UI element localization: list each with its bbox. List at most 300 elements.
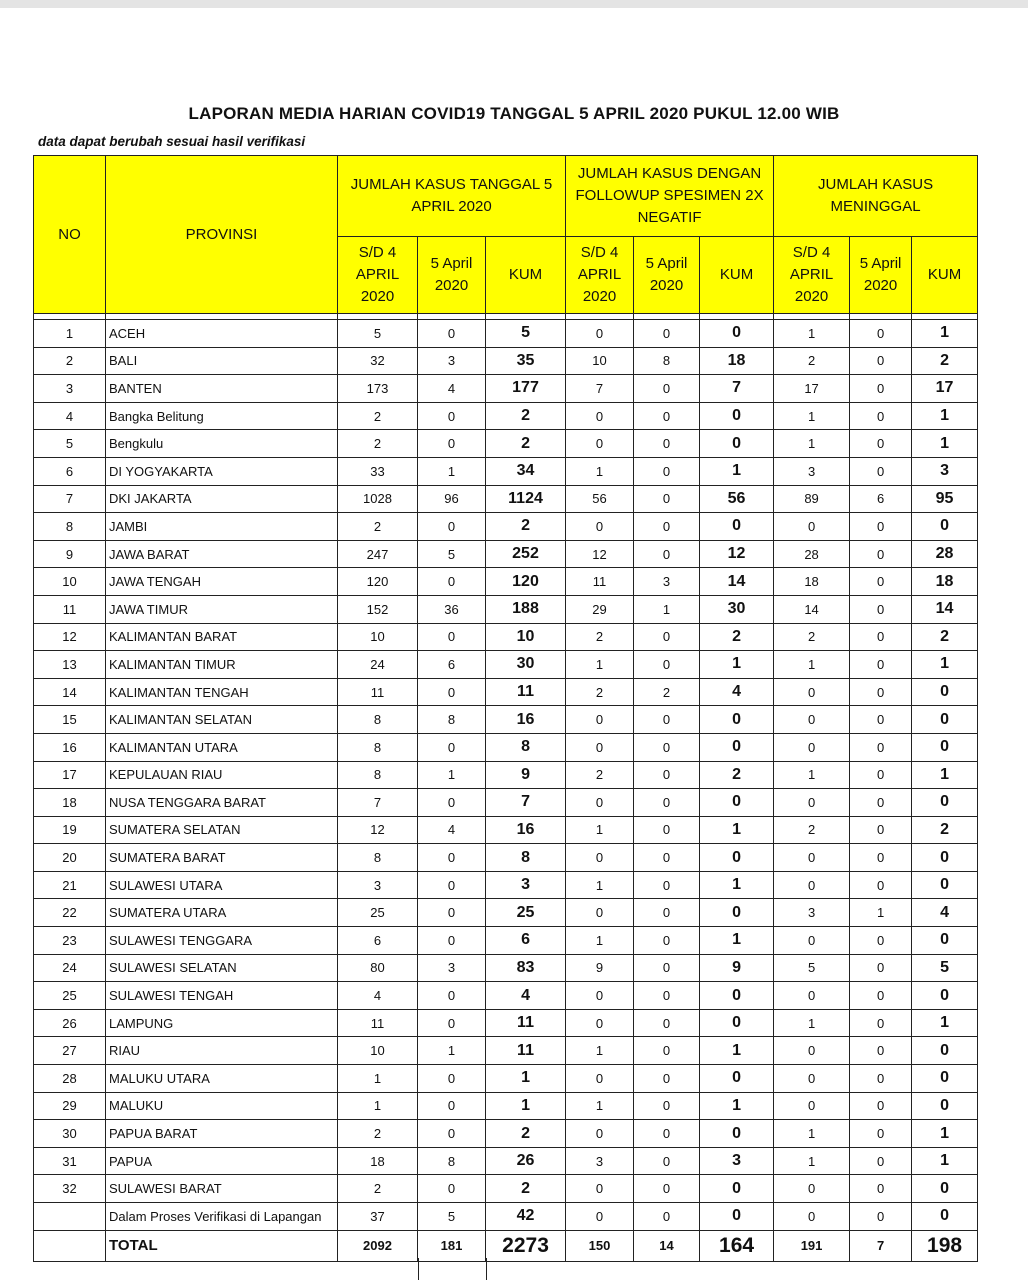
cases-sd4-cell: 3 xyxy=(338,871,418,899)
negative-sd4-cell: 0 xyxy=(566,844,634,872)
negative-kum-cell: 3 xyxy=(700,1147,774,1175)
negative-apr5-cell: 0 xyxy=(634,982,700,1010)
deaths-apr5-cell: 0 xyxy=(850,982,912,1010)
negative-apr5-cell: 8 xyxy=(634,347,700,375)
deaths-kum-cell: 3 xyxy=(912,457,978,485)
province-name-cell: JAWA TENGAH xyxy=(106,568,338,596)
cases-apr5-cell: 0 xyxy=(418,678,486,706)
negative-sd4-cell: 3 xyxy=(566,1147,634,1175)
deaths-kum-cell: 5 xyxy=(912,954,978,982)
header-group-total-cases: JUMLAH KASUS TANGGAL 5 APRIL 2020 xyxy=(338,156,566,237)
cases-apr5-cell: 1 xyxy=(418,761,486,789)
negative-sd4-cell: 1 xyxy=(566,1092,634,1120)
deaths-kum-cell: 1 xyxy=(912,320,978,348)
negative-sd4-cell: 2 xyxy=(566,761,634,789)
deaths-kum-cell: 2 xyxy=(912,816,978,844)
cases-apr5-cell: 0 xyxy=(418,623,486,651)
table-row xyxy=(34,1009,978,1037)
negative-sd4-cell: 1 xyxy=(566,927,634,955)
negative-kum-cell: 1 xyxy=(700,457,774,485)
deaths-sd4-cell: 1 xyxy=(774,761,850,789)
row-no-cell: 2 xyxy=(34,347,106,375)
deaths-sd4-cell: 3 xyxy=(774,899,850,927)
negative-apr5-cell: 0 xyxy=(634,1037,700,1065)
negative-kum-cell: 0 xyxy=(700,1203,774,1231)
cases-sd4-cell: 11 xyxy=(338,678,418,706)
row-no-cell: 30 xyxy=(34,1120,106,1148)
table-row xyxy=(34,927,978,955)
cases-sd4-cell: 173 xyxy=(338,375,418,403)
cases-kum-cell: 188 xyxy=(486,595,566,623)
province-name-cell: BALI xyxy=(106,347,338,375)
negative-sd4-cell: 0 xyxy=(566,1009,634,1037)
deaths-kum-cell: 2 xyxy=(912,347,978,375)
deaths-sd4-cell: 0 xyxy=(774,1203,850,1231)
cases-apr5-cell: 0 xyxy=(418,513,486,541)
deaths-apr5-cell: 0 xyxy=(850,1037,912,1065)
negative-apr5-cell: 0 xyxy=(634,1147,700,1175)
negative-apr5-cell: 0 xyxy=(634,402,700,430)
province-name-cell: PAPUA xyxy=(106,1147,338,1175)
deaths-kum-cell: 0 xyxy=(912,1065,978,1093)
cases-kum-cell: 16 xyxy=(486,706,566,734)
deaths-sd4-cell: 0 xyxy=(774,706,850,734)
cases-sd4-cell: 2 xyxy=(338,1120,418,1148)
cases-sd4-cell: 37 xyxy=(338,1203,418,1231)
cases-kum-cell: 35 xyxy=(486,347,566,375)
negative-kum-cell: 0 xyxy=(700,844,774,872)
table-row xyxy=(34,954,978,982)
cases-apr5-cell: 0 xyxy=(418,320,486,348)
deaths-apr5-cell: 6 xyxy=(850,485,912,513)
header-kum-deaths: KUM xyxy=(912,237,978,314)
negative-kum-cell: 0 xyxy=(700,1009,774,1037)
cases-kum-cell: 2 xyxy=(486,402,566,430)
cases-apr5-cell: 0 xyxy=(418,1120,486,1148)
total-row xyxy=(34,1230,978,1261)
cases-kum-cell: 30 xyxy=(486,651,566,679)
table-row xyxy=(34,568,978,596)
table-row xyxy=(34,375,978,403)
cases-kum-cell: 3 xyxy=(486,871,566,899)
deaths-apr5-cell: 0 xyxy=(850,595,912,623)
negative-apr5-cell: 0 xyxy=(634,899,700,927)
negative-sd4-cell: 0 xyxy=(566,982,634,1010)
negative-sd4-cell: 1 xyxy=(566,816,634,844)
province-name-cell: KALIMANTAN TENGAH xyxy=(106,678,338,706)
province-name-cell: SULAWESI SELATAN xyxy=(106,954,338,982)
cases-kum-cell: 177 xyxy=(486,375,566,403)
negative-apr5-cell: 0 xyxy=(634,1092,700,1120)
cases-apr5-cell: 181 xyxy=(418,1230,486,1261)
province-name-cell: JAMBI xyxy=(106,513,338,541)
row-no-cell: 10 xyxy=(34,568,106,596)
table-row xyxy=(34,320,978,348)
deaths-apr5-cell: 0 xyxy=(850,1092,912,1120)
table-row xyxy=(34,430,978,458)
province-name-cell: JAWA TIMUR xyxy=(106,595,338,623)
cases-apr5-cell: 0 xyxy=(418,871,486,899)
cases-kum-cell: 10 xyxy=(486,623,566,651)
table-row xyxy=(34,844,978,872)
cases-kum-cell: 6 xyxy=(486,927,566,955)
deaths-apr5-cell: 0 xyxy=(850,1009,912,1037)
negative-sd4-cell: 12 xyxy=(566,540,634,568)
row-no-cell xyxy=(34,1203,106,1231)
deaths-apr5-cell: 0 xyxy=(850,954,912,982)
province-name-cell: JAWA BARAT xyxy=(106,540,338,568)
cases-sd4-cell: 6 xyxy=(338,927,418,955)
deaths-sd4-cell: 17 xyxy=(774,375,850,403)
province-name-cell: DI YOGYAKARTA xyxy=(106,457,338,485)
negative-kum-cell: 0 xyxy=(700,513,774,541)
cases-sd4-cell: 1 xyxy=(338,1092,418,1120)
table-row xyxy=(34,816,978,844)
province-name-cell: PAPUA BARAT xyxy=(106,1120,338,1148)
row-no-cell: 11 xyxy=(34,595,106,623)
negative-apr5-cell: 0 xyxy=(634,457,700,485)
deaths-apr5-cell: 0 xyxy=(850,457,912,485)
deaths-apr5-cell: 0 xyxy=(850,1203,912,1231)
deaths-kum-cell: 0 xyxy=(912,733,978,761)
cases-sd4-cell: 10 xyxy=(338,623,418,651)
negative-kum-cell: 0 xyxy=(700,789,774,817)
row-no-cell: 1 xyxy=(34,320,106,348)
row-no-cell: 14 xyxy=(34,678,106,706)
province-name-cell: NUSA TENGGARA BARAT xyxy=(106,789,338,817)
province-name-cell: SUMATERA UTARA xyxy=(106,899,338,927)
negative-kum-cell: 30 xyxy=(700,595,774,623)
province-name-cell: SULAWESI UTARA xyxy=(106,871,338,899)
deaths-kum-cell: 0 xyxy=(912,1203,978,1231)
negative-sd4-cell: 10 xyxy=(566,347,634,375)
deaths-kum-cell: 0 xyxy=(912,927,978,955)
deaths-kum-cell: 0 xyxy=(912,513,978,541)
province-name-cell: KALIMANTAN TIMUR xyxy=(106,651,338,679)
deaths-apr5-cell: 0 xyxy=(850,871,912,899)
row-no-cell: 23 xyxy=(34,927,106,955)
row-no-cell: 31 xyxy=(34,1147,106,1175)
cases-apr5-cell: 36 xyxy=(418,595,486,623)
cases-sd4-cell: 33 xyxy=(338,457,418,485)
cases-sd4-cell: 152 xyxy=(338,595,418,623)
negative-apr5-cell: 1 xyxy=(634,595,700,623)
negative-apr5-cell: 0 xyxy=(634,651,700,679)
cases-sd4-cell: 12 xyxy=(338,816,418,844)
negative-kum-cell: 7 xyxy=(700,375,774,403)
cases-kum-cell: 2 xyxy=(486,513,566,541)
deaths-kum-cell: 0 xyxy=(912,1092,978,1120)
table-row xyxy=(34,1147,978,1175)
negative-kum-cell: 9 xyxy=(700,954,774,982)
deaths-sd4-cell: 0 xyxy=(774,789,850,817)
province-name-cell: TOTAL xyxy=(106,1230,338,1261)
negative-kum-cell: 1 xyxy=(700,1037,774,1065)
deaths-kum-cell: 18 xyxy=(912,568,978,596)
cases-kum-cell: 1124 xyxy=(486,485,566,513)
table-tail-line xyxy=(418,1258,419,1280)
deaths-kum-cell: 1 xyxy=(912,1120,978,1148)
deaths-sd4-cell: 0 xyxy=(774,982,850,1010)
cases-kum-cell: 34 xyxy=(486,457,566,485)
deaths-apr5-cell: 0 xyxy=(850,568,912,596)
negative-sd4-cell: 1 xyxy=(566,457,634,485)
province-name-cell: DKI JAKARTA xyxy=(106,485,338,513)
deaths-apr5-cell: 0 xyxy=(850,651,912,679)
table-tail-line xyxy=(486,1258,487,1280)
table-body xyxy=(34,314,978,1262)
negative-sd4-cell: 0 xyxy=(566,1065,634,1093)
negative-kum-cell: 1 xyxy=(700,927,774,955)
header-kum-cases: KUM xyxy=(486,237,566,314)
table-row xyxy=(34,789,978,817)
negative-apr5-cell: 0 xyxy=(634,733,700,761)
negative-sd4-cell: 0 xyxy=(566,513,634,541)
deaths-apr5-cell: 0 xyxy=(850,1065,912,1093)
cases-sd4-cell: 2 xyxy=(338,513,418,541)
header-apr5-negative: 5 April 2020 xyxy=(634,237,700,314)
cases-apr5-cell: 0 xyxy=(418,982,486,1010)
deaths-apr5-cell: 0 xyxy=(850,927,912,955)
deaths-sd4-cell: 18 xyxy=(774,568,850,596)
deaths-kum-cell: 95 xyxy=(912,485,978,513)
table-row xyxy=(34,457,978,485)
row-no-cell: 7 xyxy=(34,485,106,513)
cases-kum-cell: 2 xyxy=(486,430,566,458)
negative-kum-cell: 14 xyxy=(700,568,774,596)
deaths-apr5-cell: 1 xyxy=(850,899,912,927)
header-group-negative-followup: JUMLAH KASUS DENGAN FOLLOWUP SPESIMEN 2X NEGATIF xyxy=(566,156,774,237)
cases-apr5-cell: 1 xyxy=(418,1037,486,1065)
cases-sd4-cell: 2 xyxy=(338,402,418,430)
deaths-sd4-cell: 0 xyxy=(774,1037,850,1065)
deaths-sd4-cell: 28 xyxy=(774,540,850,568)
cases-apr5-cell: 0 xyxy=(418,1009,486,1037)
cases-kum-cell: 1 xyxy=(486,1092,566,1120)
header-sd4-deaths: S/D 4 APRIL 2020 xyxy=(774,237,850,314)
header-group-deaths: JUMLAH KASUS MENINGGAL xyxy=(774,156,978,237)
cases-kum-cell: 2273 xyxy=(486,1230,566,1261)
deaths-apr5-cell: 0 xyxy=(850,1147,912,1175)
row-no-cell: 8 xyxy=(34,513,106,541)
negative-apr5-cell: 0 xyxy=(634,1203,700,1231)
deaths-kum-cell: 0 xyxy=(912,1175,978,1203)
cases-sd4-cell: 10 xyxy=(338,1037,418,1065)
deaths-apr5-cell: 0 xyxy=(850,375,912,403)
deaths-apr5-cell: 0 xyxy=(850,1120,912,1148)
row-no-cell: 17 xyxy=(34,761,106,789)
header-kum-negative: KUM xyxy=(700,237,774,314)
deaths-sd4-cell: 1 xyxy=(774,651,850,679)
deaths-sd4-cell: 0 xyxy=(774,927,850,955)
cases-apr5-cell: 0 xyxy=(418,1065,486,1093)
province-name-cell: SULAWESI TENGGARA xyxy=(106,927,338,955)
cases-apr5-cell: 3 xyxy=(418,347,486,375)
table-row xyxy=(34,651,978,679)
deaths-sd4-cell: 0 xyxy=(774,1065,850,1093)
province-name-cell: LAMPUNG xyxy=(106,1009,338,1037)
deaths-kum-cell: 4 xyxy=(912,899,978,927)
table-row xyxy=(34,1092,978,1120)
table-row xyxy=(34,1120,978,1148)
province-name-cell: Bengkulu xyxy=(106,430,338,458)
row-no-cell: 27 xyxy=(34,1037,106,1065)
deaths-kum-cell: 0 xyxy=(912,789,978,817)
table-row xyxy=(34,513,978,541)
cases-kum-cell: 4 xyxy=(486,982,566,1010)
table-row xyxy=(34,871,978,899)
deaths-apr5-cell: 7 xyxy=(850,1230,912,1261)
cases-apr5-cell: 0 xyxy=(418,402,486,430)
table-row xyxy=(34,595,978,623)
province-name-cell: KALIMANTAN SELATAN xyxy=(106,706,338,734)
deaths-apr5-cell: 0 xyxy=(850,320,912,348)
deaths-kum-cell: 1 xyxy=(912,1009,978,1037)
cases-apr5-cell: 0 xyxy=(418,927,486,955)
negative-apr5-cell: 0 xyxy=(634,927,700,955)
row-no-cell: 12 xyxy=(34,623,106,651)
negative-sd4-cell: 0 xyxy=(566,899,634,927)
deaths-kum-cell: 1 xyxy=(912,651,978,679)
cases-sd4-cell: 11 xyxy=(338,1009,418,1037)
deaths-sd4-cell: 191 xyxy=(774,1230,850,1261)
cases-kum-cell: 8 xyxy=(486,844,566,872)
deaths-sd4-cell: 89 xyxy=(774,485,850,513)
cases-kum-cell: 11 xyxy=(486,1009,566,1037)
negative-sd4-cell: 7 xyxy=(566,375,634,403)
negative-sd4-cell: 0 xyxy=(566,789,634,817)
row-no-cell: 29 xyxy=(34,1092,106,1120)
row-no-cell: 15 xyxy=(34,706,106,734)
table-row xyxy=(34,761,978,789)
cases-kum-cell: 252 xyxy=(486,540,566,568)
deaths-sd4-cell: 0 xyxy=(774,1092,850,1120)
deaths-kum-cell: 17 xyxy=(912,375,978,403)
province-name-cell: KALIMANTAN UTARA xyxy=(106,733,338,761)
negative-apr5-cell: 0 xyxy=(634,1120,700,1148)
negative-kum-cell: 56 xyxy=(700,485,774,513)
row-no-cell: 19 xyxy=(34,816,106,844)
deaths-kum-cell: 1 xyxy=(912,761,978,789)
negative-sd4-cell: 0 xyxy=(566,706,634,734)
cases-apr5-cell: 0 xyxy=(418,789,486,817)
row-no-cell: 28 xyxy=(34,1065,106,1093)
province-name-cell: MALUKU xyxy=(106,1092,338,1120)
negative-apr5-cell: 0 xyxy=(634,320,700,348)
cases-kum-cell: 11 xyxy=(486,678,566,706)
deaths-apr5-cell: 0 xyxy=(850,733,912,761)
cases-sd4-cell: 7 xyxy=(338,789,418,817)
negative-kum-cell: 0 xyxy=(700,706,774,734)
province-name-cell: KALIMANTAN BARAT xyxy=(106,623,338,651)
negative-sd4-cell: 56 xyxy=(566,485,634,513)
negative-kum-cell: 0 xyxy=(700,982,774,1010)
deaths-kum-cell: 2 xyxy=(912,623,978,651)
row-no-cell: 13 xyxy=(34,651,106,679)
deaths-kum-cell: 0 xyxy=(912,1037,978,1065)
negative-sd4-cell: 0 xyxy=(566,1175,634,1203)
row-no-cell: 20 xyxy=(34,844,106,872)
province-name-cell: SUMATERA BARAT xyxy=(106,844,338,872)
deaths-sd4-cell: 1 xyxy=(774,1009,850,1037)
negative-apr5-cell: 0 xyxy=(634,623,700,651)
row-no-cell: 21 xyxy=(34,871,106,899)
row-no-cell: 4 xyxy=(34,402,106,430)
negative-kum-cell: 2 xyxy=(700,623,774,651)
deaths-apr5-cell: 0 xyxy=(850,347,912,375)
deaths-sd4-cell: 14 xyxy=(774,595,850,623)
negative-sd4-cell: 150 xyxy=(566,1230,634,1261)
province-name-cell: MALUKU UTARA xyxy=(106,1065,338,1093)
deaths-sd4-cell: 2 xyxy=(774,347,850,375)
deaths-sd4-cell: 1 xyxy=(774,320,850,348)
deaths-apr5-cell: 0 xyxy=(850,513,912,541)
cases-sd4-cell: 80 xyxy=(338,954,418,982)
deaths-kum-cell: 0 xyxy=(912,844,978,872)
deaths-kum-cell: 14 xyxy=(912,595,978,623)
deaths-sd4-cell: 0 xyxy=(774,844,850,872)
deaths-kum-cell: 0 xyxy=(912,871,978,899)
cases-apr5-cell: 3 xyxy=(418,954,486,982)
row-no-cell: 3 xyxy=(34,375,106,403)
table-row xyxy=(34,540,978,568)
negative-apr5-cell: 0 xyxy=(634,789,700,817)
cases-sd4-cell: 8 xyxy=(338,706,418,734)
cases-kum-cell: 11 xyxy=(486,1037,566,1065)
cases-sd4-cell: 4 xyxy=(338,982,418,1010)
cases-sd4-cell: 2092 xyxy=(338,1230,418,1261)
cases-sd4-cell: 32 xyxy=(338,347,418,375)
row-no-cell: 25 xyxy=(34,982,106,1010)
table-row xyxy=(34,347,978,375)
row-no-cell: 5 xyxy=(34,430,106,458)
deaths-kum-cell: 1 xyxy=(912,402,978,430)
negative-apr5-cell: 0 xyxy=(634,513,700,541)
cases-sd4-cell: 8 xyxy=(338,761,418,789)
province-name-cell: ACEH xyxy=(106,320,338,348)
table-row xyxy=(34,1203,978,1231)
header-no: NO xyxy=(34,156,106,314)
negative-kum-cell: 0 xyxy=(700,1120,774,1148)
cases-sd4-cell: 247 xyxy=(338,540,418,568)
deaths-sd4-cell: 1 xyxy=(774,430,850,458)
negative-apr5-cell: 3 xyxy=(634,568,700,596)
cases-sd4-cell: 2 xyxy=(338,1175,418,1203)
cases-apr5-cell: 8 xyxy=(418,1147,486,1175)
deaths-sd4-cell: 2 xyxy=(774,623,850,651)
negative-apr5-cell: 0 xyxy=(634,1175,700,1203)
negative-kum-cell: 0 xyxy=(700,1175,774,1203)
negative-sd4-cell: 1 xyxy=(566,1037,634,1065)
deaths-apr5-cell: 0 xyxy=(850,789,912,817)
table-row xyxy=(34,706,978,734)
deaths-sd4-cell: 0 xyxy=(774,513,850,541)
negative-apr5-cell: 0 xyxy=(634,540,700,568)
cases-apr5-cell: 1 xyxy=(418,457,486,485)
top-bar xyxy=(0,0,1028,8)
deaths-kum-cell: 28 xyxy=(912,540,978,568)
province-name-cell: Dalam Proses Verifikasi di Lapangan xyxy=(106,1203,338,1231)
province-name-cell: Bangka Belitung xyxy=(106,402,338,430)
deaths-sd4-cell: 5 xyxy=(774,954,850,982)
negative-sd4-cell: 2 xyxy=(566,678,634,706)
cases-apr5-cell: 4 xyxy=(418,375,486,403)
deaths-sd4-cell: 3 xyxy=(774,457,850,485)
header-sd4-negative: S/D 4 APRIL 2020 xyxy=(566,237,634,314)
cases-apr5-cell: 4 xyxy=(418,816,486,844)
header-provinsi: PROVINSI xyxy=(106,156,338,314)
cases-kum-cell: 25 xyxy=(486,899,566,927)
